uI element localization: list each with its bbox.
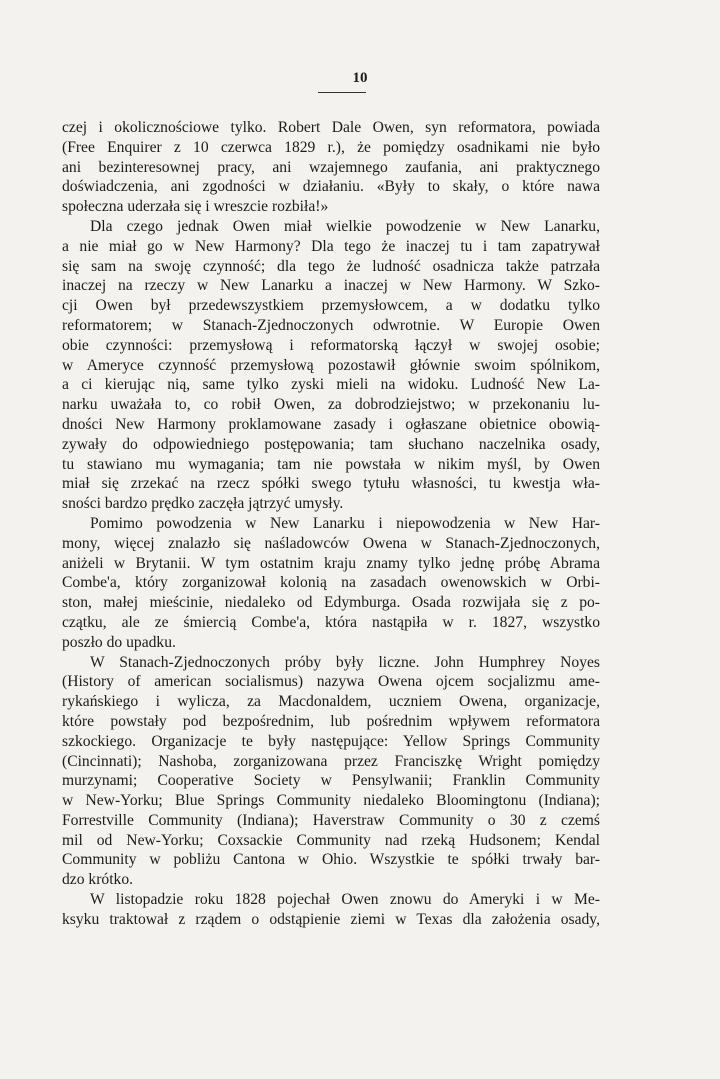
paragraph xyxy=(62,653,600,891)
text-line: ani bezinteresownej pracy, ani wzajemnego zaufania, ani praktycznego xyxy=(62,158,600,176)
text-line: rykańskiego i wylicza, za Macdonaldem, uczniem Owena, organizacje, xyxy=(62,693,600,711)
text-line: dzo krótko. xyxy=(62,871,134,889)
text-line: ston, małej mieścinie, niedaleko od Edymburga. Osada rozwijała się z po- xyxy=(62,594,600,612)
text-line: ksyku traktował z rządem o odstąpienie ziemi w Texas dla założenia osady, xyxy=(62,910,600,928)
text-line: narku uważała to, co robił Owen, za dobrodziejstwo; w przekonaniu lu- xyxy=(62,396,600,414)
text-line: (Free Enquirer z 10 czerwca 1829 r.), że pomiędzy osadnikami nie było xyxy=(62,138,600,156)
text-line: W listopadzie roku 1828 pojechał Owen znowu do Ameryki i w Me- xyxy=(90,891,600,909)
paragraph xyxy=(62,890,600,930)
text-line: czej i okolicznościowe tylko. Robert Dale Owen, syn reformatora, powiada xyxy=(62,119,600,136)
text-line: miał się zrzekać na rzecz spółki swego tytułu własności, tu kwestja wła- xyxy=(62,475,600,493)
text-line: poszło do upadku. xyxy=(62,633,176,651)
text-line: dności New Harmony proklamowane zasady i ogłaszane obietnice obowią- xyxy=(62,415,600,433)
text-line: sności bardzo prędko zaczęła jątrzyć umysły. xyxy=(62,495,344,513)
page-number-rule xyxy=(318,92,366,93)
text-line: w New-Yorku; Blue Springs Community niedaleko Bloomingtonu (Indiana); xyxy=(62,792,600,810)
text-line: (History of american socialismus) nazywa Owena ojcem socjalizmu ame- xyxy=(62,673,600,691)
text-line: Pomimo powodzenia w New Lanarku i niepowodzenia w New Har- xyxy=(90,514,600,532)
text-line: mil od New-Yorku; Coxsackie Community nad rzeką Hudsonem; Kendal xyxy=(62,831,600,849)
text-line: Dla czego jednak Owen miał wielkie powodzenie w New Lanarku, xyxy=(90,217,600,235)
body-text xyxy=(62,118,600,930)
text-line: czątku, ale ze śmiercią Combe'a, która nastąpiła w r. 1827, wszystko xyxy=(62,613,600,631)
text-line: tu stawiano mu wymagania; tam nie powstała w nikim myśl, by Owen xyxy=(62,455,600,473)
text-line: reformatorem; w Stanach-Zjednoczonych odwrotnie. W Europie Owen xyxy=(62,316,600,334)
text-line: w Ameryce czynność przemysłową pozostawił głównie swoim spólnikom, xyxy=(62,356,600,374)
text-line: W Stanach-Zjednoczonych próby były liczne. John Humphrey Noyes xyxy=(90,653,600,671)
text-line: doświadczenia, ani zgodności w działaniu. «Były to skały, o które nawa xyxy=(62,178,600,196)
text-line: inaczej na rzeczy w New Lanarku a inaczej w New Harmony. W Szko- xyxy=(62,277,600,295)
text-line: społeczna uderzała się i wreszcie rozbiła!» xyxy=(62,198,329,216)
text-line: murzynami; Cooperative Society w Pensylwanii; Franklin Community xyxy=(62,772,600,790)
text-line: (Cincinnati); Nashoba, zorganizowana przez Franciszkę Wright pomiędzy xyxy=(62,752,600,770)
page-number: 10 xyxy=(352,70,368,86)
text-line: Community w pobliżu Cantona w Ohio. Wszystkie te spółki trwały bar- xyxy=(62,851,600,869)
text-line: cji Owen był przedewszystkiem przemysłowcem, a w dodatku tylko xyxy=(62,297,600,315)
text-line: a nie miał go w New Harmony? Dla tego że inaczej tu i tam zapatrywał xyxy=(62,237,600,255)
text-line: które powstały pod bezpośrednim, lub pośrednim wpływem reformatora xyxy=(62,712,600,730)
text-line: szkockiego. Organizacje te były następujące: Yellow Springs Community xyxy=(62,732,600,750)
text-line: aniżeli w Brytanii. W tym ostatnim kraju znamy tylko jednę próbę Abrama xyxy=(62,554,600,572)
paragraph xyxy=(62,217,600,514)
text-line: się sam na swoję czynność; dla tego że ludność osadnicza także patrzała xyxy=(62,257,600,275)
paragraph xyxy=(62,118,600,217)
paragraph xyxy=(62,514,600,653)
text-line: mony, więcej znalazło się naśladowców Owena w Stanach-Zjednoczonych, xyxy=(62,534,600,552)
text-line: a ci kierując nią, same tylko zyski mieli na widoku. Ludność New La- xyxy=(62,376,600,394)
text-line: zywały do odpowiedniego postępowania; tam słuchano naczelnika osady, xyxy=(62,435,600,453)
text-line: Forrestville Community (Indiana); Haverstraw Community o 30 z czemś xyxy=(62,811,600,829)
text-line: obie czynności: przemysłową i reformatorską łączył w swojej osobie; xyxy=(62,336,600,354)
text-line: Combe'a, który zorganizował kolonią na zasadach owenowskich w Orbi- xyxy=(62,574,600,592)
